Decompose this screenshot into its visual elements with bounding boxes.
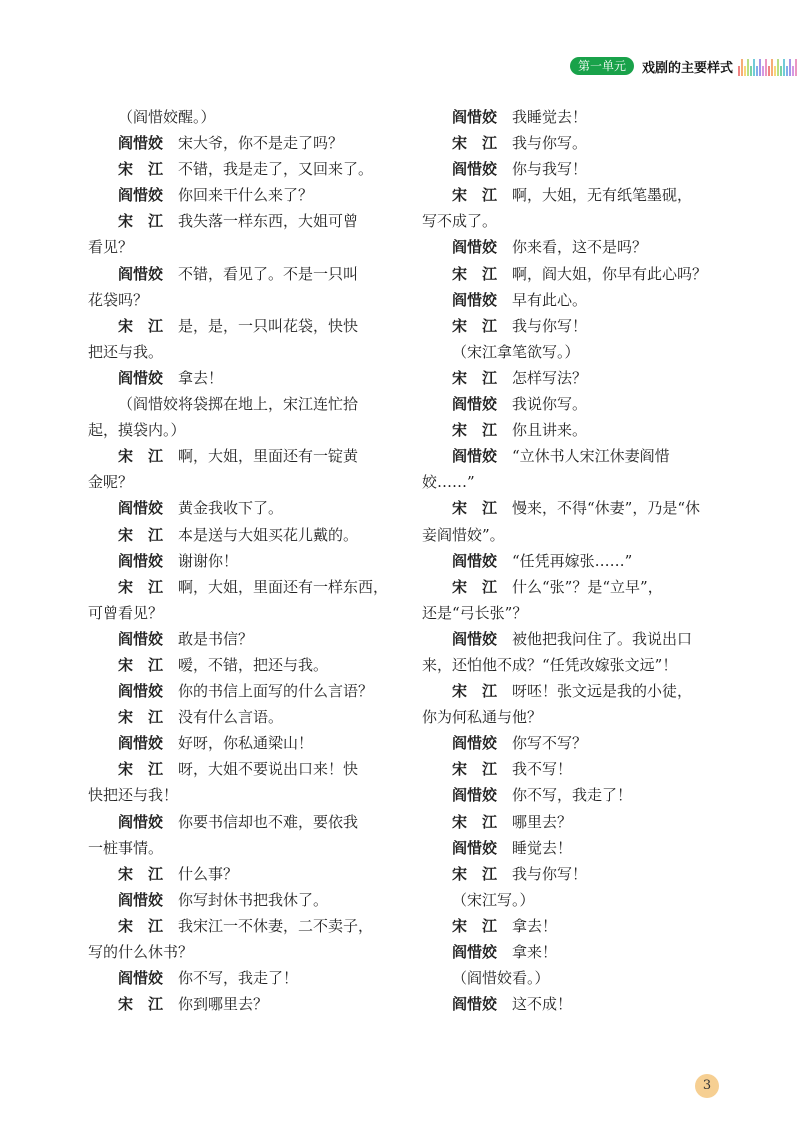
line-text: 呀，大姐不要说出口来！快 bbox=[178, 760, 359, 779]
speaker-name: 阎惜姣 bbox=[452, 160, 498, 179]
dialogue-line bbox=[88, 495, 356, 521]
line-text: 本是送与大姐买花儿戴的。 bbox=[178, 525, 359, 544]
stripe-bar bbox=[792, 66, 794, 76]
dialogue-line bbox=[422, 417, 690, 443]
dialogue-line bbox=[88, 261, 359, 287]
speaker-name: 宋 江 bbox=[118, 916, 164, 935]
line-text: 还是“弓长张”？ bbox=[422, 603, 528, 622]
dialogue-line bbox=[422, 913, 690, 939]
text-line bbox=[422, 522, 690, 548]
dialogue-line bbox=[422, 574, 690, 600]
dialogue-line bbox=[422, 261, 708, 287]
line-text: （阎惜姣看。） bbox=[452, 969, 550, 988]
dialogue-line bbox=[422, 130, 690, 156]
right-column bbox=[422, 104, 708, 1017]
line-text: 你到哪里去？ bbox=[178, 995, 269, 1014]
line-text: （阎惜姣醒。） bbox=[118, 108, 216, 126]
speaker-name: 宋 江 bbox=[452, 760, 498, 779]
line-text: 我宋江一不休妻，二不卖子， bbox=[178, 916, 374, 935]
speaker-name: 阎惜姣 bbox=[118, 264, 164, 283]
speaker-name: 阎惜姣 bbox=[118, 186, 164, 205]
line-text: 你写封休书把我休了。 bbox=[178, 890, 329, 909]
line-text: 啊，阎大姐，你早有此心吗？ bbox=[512, 264, 708, 283]
text-line bbox=[88, 339, 356, 365]
stripe-bar bbox=[795, 59, 797, 76]
line-text: 姣……” bbox=[422, 473, 475, 492]
line-text: 我睡觉去！ bbox=[512, 108, 588, 126]
line-text: 你要书信却也不难，要依我 bbox=[178, 812, 359, 831]
speaker-name: 宋 江 bbox=[452, 134, 498, 153]
dialogue-line bbox=[88, 652, 356, 678]
speaker-name: 宋 江 bbox=[118, 760, 164, 779]
stripe-bar bbox=[768, 66, 770, 76]
dialogue-line bbox=[422, 782, 690, 808]
line-text: 黄金我收下了。 bbox=[178, 499, 284, 518]
line-text: 啊，大姐，无有纸笔墨砚， bbox=[512, 186, 693, 205]
speaker-name: 宋 江 bbox=[452, 812, 498, 831]
dialogue-line bbox=[422, 626, 693, 652]
speaker-name: 宋 江 bbox=[118, 316, 164, 335]
line-text: 早有此心。 bbox=[512, 290, 588, 309]
text-line bbox=[422, 887, 690, 913]
speaker-name: 阎惜姣 bbox=[118, 890, 164, 909]
dialogue-line bbox=[88, 182, 356, 208]
unit-badge: 第一单元 bbox=[570, 57, 634, 75]
line-text: 看见？ bbox=[88, 238, 134, 257]
line-text: 一桩事情。 bbox=[88, 838, 164, 857]
speaker-name: 宋 江 bbox=[452, 577, 498, 596]
speaker-name: 宋 江 bbox=[452, 186, 498, 205]
speaker-name: 宋 江 bbox=[452, 682, 498, 701]
dialogue-line bbox=[422, 991, 690, 1017]
speaker-name: 宋 江 bbox=[452, 264, 498, 283]
dialogue-line bbox=[88, 626, 356, 652]
dialogue-line bbox=[422, 182, 693, 208]
text-line bbox=[88, 417, 356, 443]
line-text: 拿去！ bbox=[178, 368, 224, 387]
line-text: （阎惜姣将袋掷在地上，宋江连忙拾 bbox=[118, 395, 359, 414]
line-text: 嗳，不错，把还与我。 bbox=[178, 655, 329, 674]
stripe-bar bbox=[753, 59, 755, 76]
line-text: “立休书人宋江休妻阎惜 bbox=[512, 447, 670, 466]
dialogue-line bbox=[88, 130, 356, 156]
speaker-name: 阎惜姣 bbox=[452, 290, 498, 309]
dialogue-line bbox=[422, 730, 690, 756]
dialogue-line bbox=[422, 678, 693, 704]
speaker-name: 阎惜姣 bbox=[118, 368, 164, 387]
speaker-name: 阎惜姣 bbox=[452, 943, 498, 961]
dialogue-line bbox=[88, 443, 359, 469]
text-line bbox=[422, 600, 690, 626]
speaker-name: 宋 江 bbox=[452, 916, 498, 935]
speaker-name: 阎惜姣 bbox=[118, 629, 164, 648]
line-text: 什么事？ bbox=[178, 864, 239, 883]
line-text: 哪里去？ bbox=[512, 812, 573, 831]
dialogue-line bbox=[88, 913, 374, 939]
line-text: 你且讲来。 bbox=[512, 421, 588, 440]
stripe-bar bbox=[789, 59, 791, 76]
line-text: 谢谢你！ bbox=[178, 551, 239, 570]
speaker-name: 阎惜姣 bbox=[452, 995, 498, 1014]
dialogue-line bbox=[88, 756, 359, 782]
dialogue-line bbox=[422, 756, 690, 782]
text-line bbox=[88, 835, 356, 861]
speaker-name: 阎惜姣 bbox=[118, 682, 164, 701]
speaker-name: 阎惜姣 bbox=[452, 395, 498, 414]
line-text: 慢来，不得“休妻”，乃是“休 bbox=[512, 499, 701, 518]
line-text: 你为何私通与他？ bbox=[422, 708, 543, 727]
speaker-name: 宋 江 bbox=[118, 525, 164, 544]
line-text: 拿来！ bbox=[512, 943, 558, 961]
stripe-bar bbox=[750, 66, 752, 76]
stripe-bar bbox=[783, 59, 785, 76]
dialogue-line bbox=[88, 156, 374, 182]
left-column bbox=[88, 104, 389, 1017]
line-text: 我不写！ bbox=[512, 760, 573, 779]
speaker-name: 宋 江 bbox=[452, 421, 498, 440]
line-text: 我与你写！ bbox=[512, 316, 588, 335]
line-text: 你来看，这不是吗？ bbox=[512, 238, 648, 257]
dialogue-line bbox=[422, 548, 690, 574]
speaker-name: 宋 江 bbox=[452, 499, 498, 518]
dialogue-line bbox=[88, 574, 389, 600]
page-number: 3 bbox=[695, 1074, 719, 1098]
speaker-name: 宋 江 bbox=[118, 864, 164, 883]
dialogue-line bbox=[88, 208, 359, 234]
line-text: 妾阎惜姣”。 bbox=[422, 525, 505, 544]
line-text: 睡觉去！ bbox=[512, 838, 573, 857]
dialogue-line bbox=[88, 861, 356, 887]
dialogue-line bbox=[422, 495, 701, 521]
text-line bbox=[88, 234, 356, 260]
line-text: 不错，我是走了，又回来了。 bbox=[178, 160, 374, 179]
dialogue-line bbox=[88, 887, 356, 913]
stripe-bar bbox=[738, 66, 740, 76]
line-text: “任凭再嫁张……” bbox=[512, 551, 633, 570]
text-line bbox=[422, 704, 690, 730]
text-line bbox=[88, 469, 356, 495]
text-line bbox=[422, 339, 690, 365]
dialogue-line bbox=[422, 365, 690, 391]
line-text: 花袋吗？ bbox=[88, 290, 149, 309]
line-text: （宋江拿笔欲写。） bbox=[452, 342, 580, 361]
line-text: 啊，大姐，里面还有一样东西， bbox=[178, 577, 389, 596]
dialogue-line bbox=[88, 365, 356, 391]
dialogue-line bbox=[88, 965, 356, 991]
line-text: 被他把我问住了。我说出口 bbox=[512, 629, 693, 648]
stripe-bar bbox=[774, 66, 776, 76]
speaker-name: 阎惜姣 bbox=[452, 551, 498, 570]
text-line bbox=[88, 104, 356, 130]
stripe-bar bbox=[780, 66, 782, 76]
line-text: （宋江写。） bbox=[452, 890, 535, 909]
dialogue-line bbox=[422, 939, 690, 965]
dialogue-line bbox=[422, 234, 690, 260]
speaker-name: 宋 江 bbox=[452, 316, 498, 335]
dialogue-line bbox=[88, 991, 356, 1017]
text-line bbox=[422, 965, 690, 991]
speaker-name: 阎惜姣 bbox=[118, 499, 164, 518]
speaker-name: 宋 江 bbox=[118, 160, 164, 179]
text-line bbox=[88, 287, 356, 313]
speaker-name: 阎惜姣 bbox=[452, 108, 498, 126]
speaker-name: 宋 江 bbox=[452, 368, 498, 387]
speaker-name: 阎惜姣 bbox=[118, 134, 164, 153]
line-text: 你写不写？ bbox=[512, 734, 588, 753]
text-line bbox=[88, 939, 356, 965]
line-text: 我说你写。 bbox=[512, 395, 588, 414]
speaker-name: 宋 江 bbox=[118, 212, 164, 231]
dialogue-line bbox=[422, 809, 690, 835]
stripe-bar bbox=[747, 59, 749, 76]
stripe-bar bbox=[741, 59, 743, 76]
dialogue-line bbox=[88, 809, 359, 835]
line-text: 我失落一样东西，大姐可曾 bbox=[178, 212, 359, 231]
line-text: 这不成！ bbox=[512, 995, 573, 1014]
line-text: 你不写，我走了！ bbox=[512, 786, 633, 805]
line-text: 好呀，你私通梁山！ bbox=[178, 734, 314, 753]
text-line bbox=[88, 782, 356, 808]
dialogue-line bbox=[88, 313, 359, 339]
dialogue-line bbox=[88, 678, 374, 704]
decorative-stripes bbox=[738, 52, 800, 76]
speaker-name: 宋 江 bbox=[118, 995, 164, 1014]
dialogue-line bbox=[88, 522, 359, 548]
line-text: 可曾看见？ bbox=[88, 603, 164, 622]
line-text: 我与你写。 bbox=[512, 134, 588, 153]
running-header bbox=[570, 56, 733, 76]
line-text: 啊，大姐，里面还有一锭黄 bbox=[178, 447, 359, 466]
stripe-bar bbox=[786, 66, 788, 76]
speaker-name: 阎惜姣 bbox=[452, 838, 498, 857]
line-text: 写不成了。 bbox=[422, 212, 498, 231]
stripe-bar bbox=[777, 59, 779, 76]
speaker-name: 宋 江 bbox=[452, 864, 498, 883]
dialogue-line bbox=[88, 704, 356, 730]
dialogue-line bbox=[422, 156, 690, 182]
line-text: 快把还与我！ bbox=[88, 786, 179, 805]
dialogue-line bbox=[422, 391, 690, 417]
line-text: 金呢？ bbox=[88, 473, 134, 492]
speaker-name: 宋 江 bbox=[118, 447, 164, 466]
line-text: 来，还怕他不成？“任凭改嫁张文远”！ bbox=[422, 655, 678, 674]
line-text: 拿去！ bbox=[512, 916, 558, 935]
text-line bbox=[88, 391, 359, 417]
line-text: 你回来干什么来了？ bbox=[178, 186, 314, 205]
speaker-name: 宋 江 bbox=[118, 577, 164, 596]
text-line bbox=[422, 652, 690, 678]
dialogue-line bbox=[88, 730, 356, 756]
speaker-name: 阎惜姣 bbox=[452, 447, 498, 466]
dialogue-line bbox=[422, 443, 690, 469]
line-text: 你与我写！ bbox=[512, 160, 588, 179]
speaker-name: 阎惜姣 bbox=[118, 734, 164, 753]
dialogue-line bbox=[422, 287, 690, 313]
stripe-bar bbox=[756, 66, 758, 76]
text-line bbox=[88, 600, 356, 626]
line-text: 把还与我。 bbox=[88, 342, 164, 361]
line-text: 你不写，我走了！ bbox=[178, 969, 299, 988]
line-text: 你的书信上面写的什么言语？ bbox=[178, 682, 374, 701]
line-text: 呀呸！张文远是我的小徒， bbox=[512, 682, 693, 701]
speaker-name: 阎惜姣 bbox=[118, 812, 164, 831]
line-text: 不错，看见了。不是一只叫 bbox=[178, 264, 359, 283]
speaker-name: 阎惜姣 bbox=[452, 786, 498, 805]
stripe-bar bbox=[744, 66, 746, 76]
line-text: 宋大爷，你不是走了吗？ bbox=[178, 134, 344, 153]
speaker-name: 阎惜姣 bbox=[452, 629, 498, 648]
stripe-bar bbox=[771, 59, 773, 76]
speaker-name: 阎惜姣 bbox=[452, 734, 498, 753]
line-text: 我与你写！ bbox=[512, 864, 588, 883]
dialogue-line bbox=[422, 313, 690, 339]
stripe-bar bbox=[765, 59, 767, 76]
section-title: 戏剧的主要样式 bbox=[642, 60, 734, 76]
text-line bbox=[422, 208, 690, 234]
dialogue-line bbox=[88, 548, 356, 574]
line-text: 起，摸袋内。） bbox=[88, 421, 186, 440]
line-text: 是，是，一只叫花袋，快快 bbox=[178, 316, 359, 335]
stripe-bar bbox=[759, 59, 761, 76]
line-text: 没有什么言语。 bbox=[178, 708, 284, 727]
speaker-name: 宋 江 bbox=[118, 655, 164, 674]
text-line bbox=[422, 469, 690, 495]
line-text: 敢是书信？ bbox=[178, 629, 254, 648]
dialogue-line bbox=[422, 104, 690, 130]
line-text: 怎样写法？ bbox=[512, 368, 588, 387]
dialogue-line bbox=[422, 835, 690, 861]
speaker-name: 阎惜姣 bbox=[118, 551, 164, 570]
line-text: 什么“张”？是“立早”， bbox=[512, 577, 663, 596]
speaker-name: 阎惜姣 bbox=[118, 969, 164, 988]
stripe-bar bbox=[762, 66, 764, 76]
dialogue-line bbox=[422, 861, 690, 887]
line-text: 写的什么休书？ bbox=[88, 943, 194, 961]
speaker-name: 阎惜姣 bbox=[452, 238, 498, 257]
speaker-name: 宋 江 bbox=[118, 708, 164, 727]
